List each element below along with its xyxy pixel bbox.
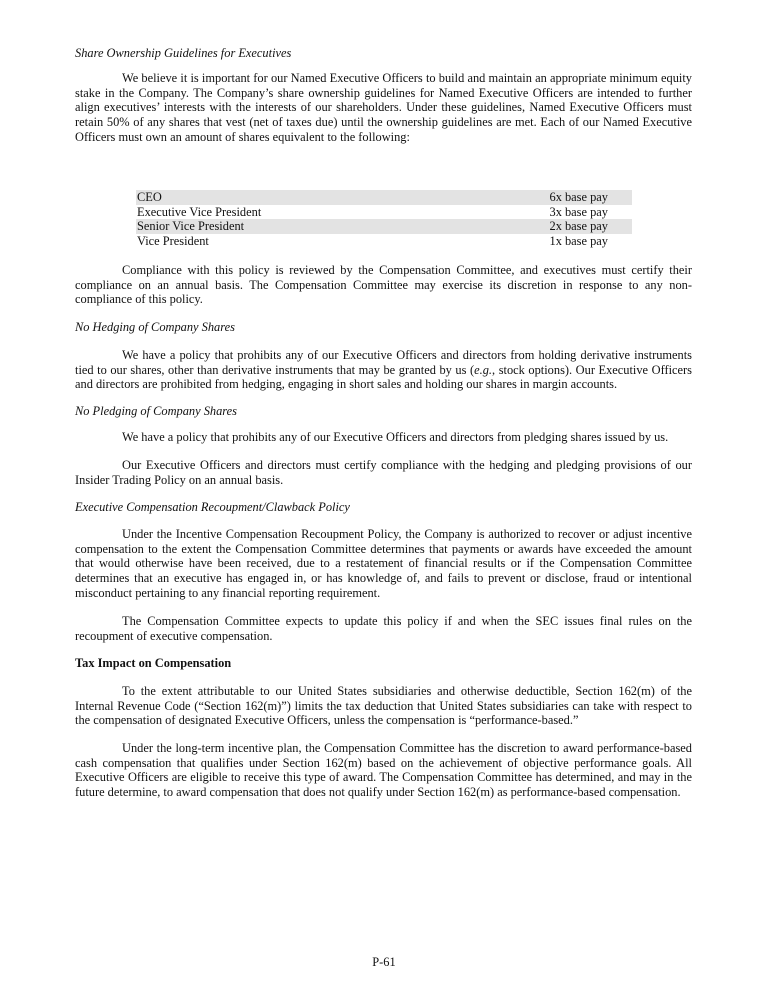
paragraph-ltip: Under the long-term incentive plan, the Compensation Committee has the discretion to award performance-based cash compensation that qualifies under Section 162(m) based on the achievement of objective performance goals. All Executive Officers are eligible to receive this type of award. The Compensation Committee has determined, and may in the future determine, to award compensation that does not qualify under Section 162(m) as performance-based compensation.	[75, 741, 692, 800]
role-cell: CEO	[136, 190, 435, 205]
table-row	[136, 190, 632, 205]
value-cell: 1x base pay	[549, 233, 608, 248]
table-row	[136, 234, 632, 249]
role-cell: Vice President	[137, 233, 209, 248]
table-row	[136, 205, 632, 220]
value-cell: 6x base pay	[435, 190, 632, 205]
heading-share-ownership: Share Ownership Guidelines for Executives	[75, 46, 292, 60]
page-number: P-61	[372, 955, 396, 969]
value-cell: 3x base pay	[549, 204, 608, 219]
heading-no-pledging: No Pledging of Company Shares	[75, 404, 237, 418]
heading-tax-impact: Tax Impact on Compensation	[75, 656, 232, 670]
paragraph-sec: The Compensation Committee expects to update this policy if and when the SEC issues final rules on the recoupment of executive compensation.	[75, 614, 692, 643]
paragraph-ownership: We believe it is important for our Named Executive Officers to build and maintain an appropriate minimum equity stake in the Company. The Company’s share ownership guidelines for Named Executive Officers are intended to further align executives’ interests with the interests of our shareholders. Under these guidelines, Named Executive Officers must retain 50% of any shares that vest (net of taxes due) until the ownership guidelines are met. Each of our Named Executive Officers must own an amount of shares equivalent to the following:	[75, 71, 692, 144]
role-cell: Senior Vice President	[136, 219, 435, 234]
paragraph-pledging: We have a policy that prohibits any of our Executive Officers and directors from pledging shares issued by us.	[122, 430, 669, 444]
role-cell: Executive Vice President	[137, 204, 262, 219]
heading-no-hedging: No Hedging of Company Shares	[75, 320, 235, 334]
value-cell: 2x base pay	[435, 219, 632, 234]
text: , stock options). Our Executive Officers and directors are prohibited from hedging, engaging in short sales and holding our shares in margin accounts.	[75, 362, 692, 392]
heading-clawback: Executive Compensation Recoupment/Clawback Policy	[75, 500, 350, 514]
paragraph-hedging	[75, 348, 692, 392]
table-row	[136, 219, 632, 234]
paragraph-clawback: Under the Incentive Compensation Recoupment Policy, the Company is authorized to recover or adjust incentive compensation to the extent the Compensation Committee determines that payments or awards have exceeded the amount that would otherwise have been received, due to a restatement of financial results or if the Compensation Committee determines that an executive has engaged in, or has knowledge of, and fails to prevent or disclose, fraud or intentional misconduct pertaining to any financial reporting requirement.	[75, 527, 692, 600]
paragraph-162m: To the extent attributable to our United States subsidiaries and otherwise deductible, Section 162(m) of the Internal Revenue Code (“Section 162(m)”) limits the tax deduction that United States subsidiaries can take with respect to the compensation of designated Executive Officers, unless the compensation is “performance-based.”	[75, 684, 692, 728]
paragraph-certify: Our Executive Officers and directors must certify compliance with the hedging and pledging provisions of our Insider Trading Policy on an annual basis.	[75, 458, 692, 487]
text: We have a policy that prohibits any of our Executive Officers and directors from holding derivative instruments tied to our shares, other than derivative instruments that may be granted by us (	[75, 348, 692, 377]
ownership-table	[136, 190, 632, 248]
paragraph-compliance: Compliance with this policy is reviewed by the Compensation Committee, and executives must certify their compliance on an annual basis. The Compensation Committee may exercise its discretion in response to any non-compliance of this policy.	[75, 263, 692, 307]
text-eg: e.g.	[474, 362, 493, 377]
